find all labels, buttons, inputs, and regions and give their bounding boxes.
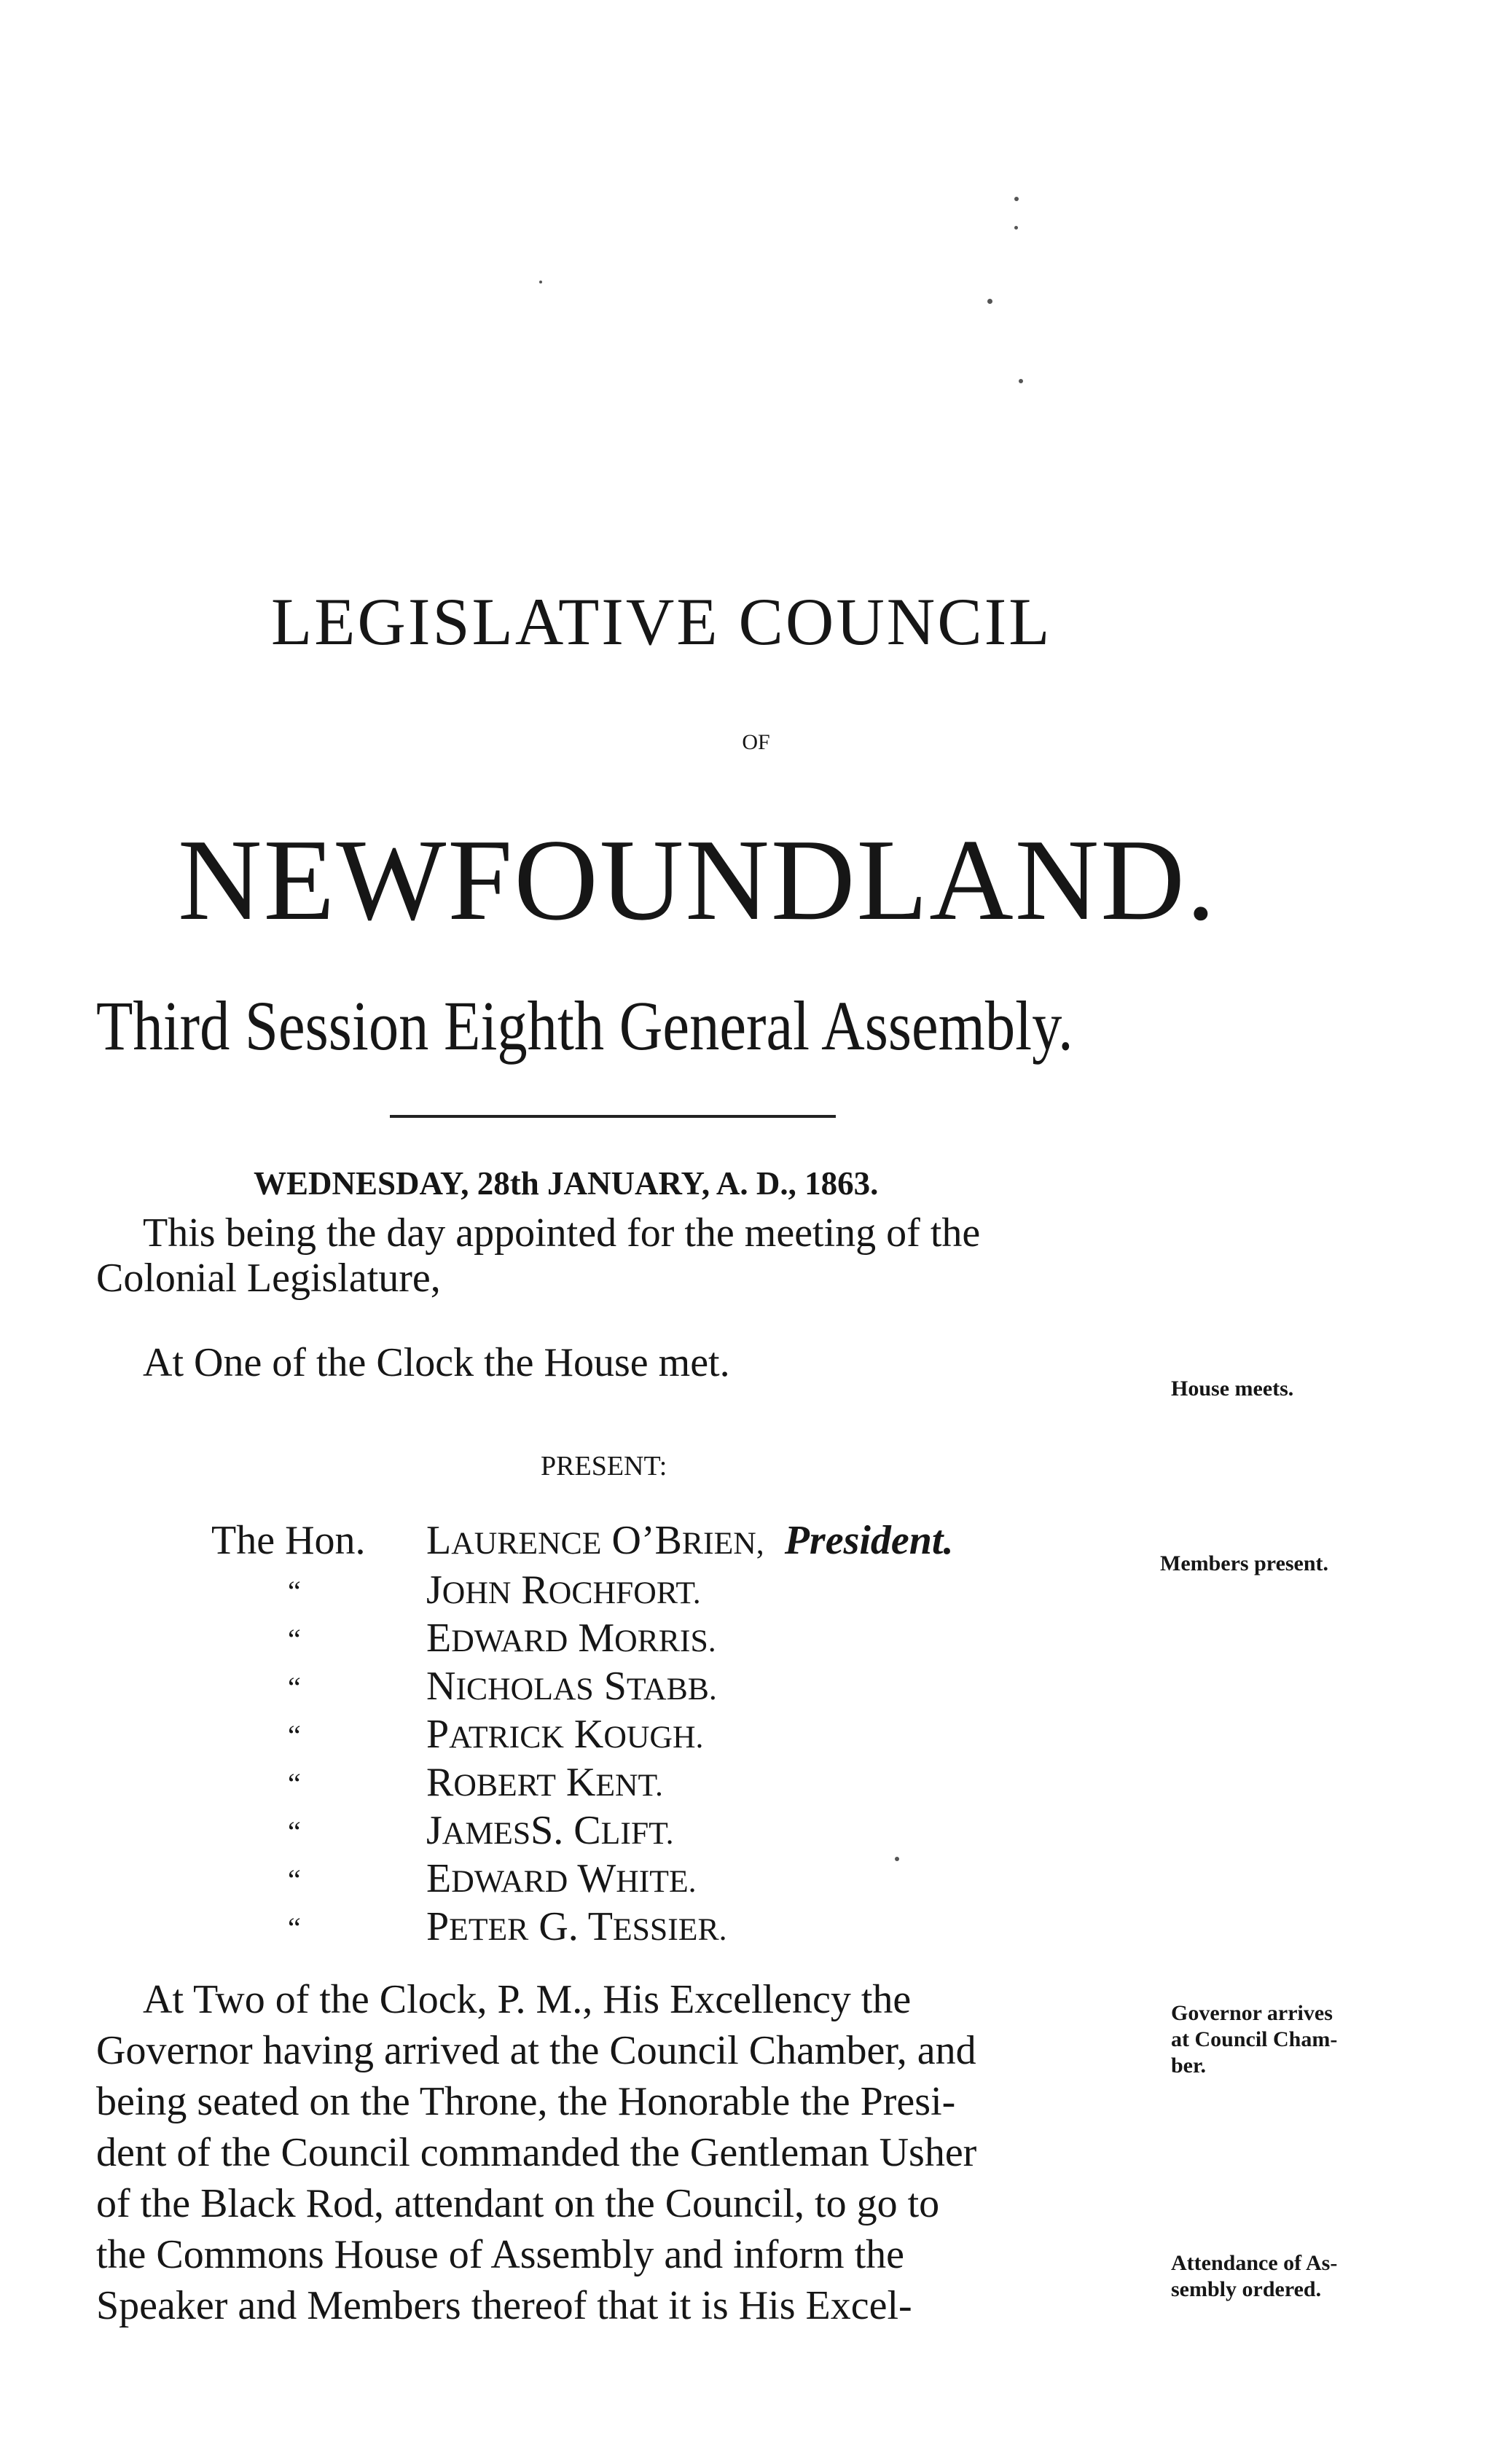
ditto-mark: “ <box>288 1815 301 1848</box>
place-title: NEWFOUNDLAND. <box>178 815 1217 944</box>
intro-line: This being the day appointed for the meeting of the <box>143 1210 981 1256</box>
session-subtitle: Third Session Eighth General Assembly. <box>96 987 1073 1065</box>
title-of: OF <box>742 730 770 754</box>
margin-note-house-meets: House meets. <box>1171 1377 1294 1401</box>
arrival-line: the Commons House of Assembly and inform the <box>96 2232 905 2277</box>
ditto-mark: “ <box>288 1575 301 1608</box>
arrival-line: of the Black Rod, attendant on the Council, to go to <box>96 2181 940 2226</box>
ditto-mark: “ <box>288 1911 301 1944</box>
president-title: President. <box>784 1518 954 1563</box>
member-name: EDWARD WHITE. <box>426 1856 697 1901</box>
speck <box>1019 379 1023 383</box>
arrival-line: dent of the Council commanded the Gentleman Usher <box>96 2130 977 2175</box>
ditto-mark: “ <box>288 1671 301 1704</box>
sitting-date: WEDNESDAY, 28th JANUARY, A. D., 1863. <box>254 1165 879 1202</box>
speck <box>987 299 992 304</box>
speck <box>1014 226 1018 230</box>
house-met-line: At One of the Clock the House met. <box>143 1340 730 1385</box>
honorific: The Hon. <box>211 1518 366 1563</box>
member-name: EDWARD MORRIS. <box>426 1616 716 1661</box>
ditto-mark: “ <box>288 1719 301 1752</box>
ditto-mark: “ <box>288 1767 301 1800</box>
arrival-line: At Two of the Clock, P. M., His Excellency the <box>143 1977 912 2022</box>
margin-note-governor-arrives: Governor arrives at Council Cham- ber. <box>1171 2001 1338 2078</box>
speck <box>539 281 542 283</box>
member-name: PETER G. TESSIER. <box>426 1904 727 1949</box>
present-heading: PRESENT: <box>541 1451 667 1481</box>
speck <box>895 1857 899 1861</box>
speck <box>1014 197 1019 201</box>
member-name: PATRICK KOUGH. <box>426 1712 704 1757</box>
ditto-mark: “ <box>288 1863 301 1896</box>
arrival-line: being seated on the Throne, the Honorable the Presi- <box>96 2079 956 2124</box>
council-title: LEGISLATIVE COUNCIL <box>271 584 1052 659</box>
arrival-line: Governor having arrived at the Council Chamber, and <box>96 2028 976 2073</box>
margin-note-members-present: Members present. <box>1160 1551 1329 1575</box>
president-row <box>211 1517 366 1564</box>
member-name: NICHOLAS STABB. <box>426 1664 717 1709</box>
member-name: JOHN ROCHFORT. <box>426 1567 701 1613</box>
member-name: ROBERT KENT. <box>426 1760 663 1805</box>
margin-note-attendance-ordered: Attendance of As- sembly ordered. <box>1171 2251 1338 2301</box>
arrival-line: Speaker and Members thereof that it is His Excel- <box>96 2283 912 2328</box>
section-divider <box>390 1115 836 1118</box>
president-name: LAURENCE O’BRIEN, President. <box>426 1518 954 1563</box>
member-name: JAMESS. CLIFT. <box>426 1808 674 1853</box>
intro-line: Colonial Legislature, <box>96 1256 441 1301</box>
ditto-mark: “ <box>288 1623 301 1656</box>
